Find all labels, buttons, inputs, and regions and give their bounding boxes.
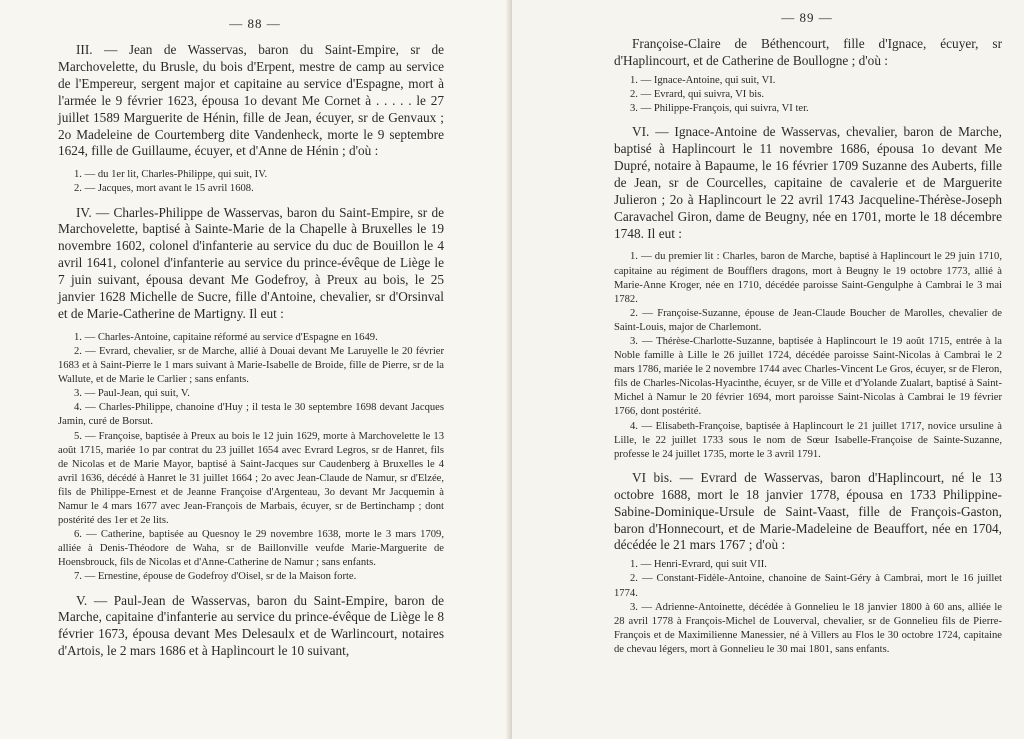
page-text xyxy=(614,36,1002,657)
paragraph-generation-iv: IV. — Charles-Philippe de Wasservas, baron du Saint-Empire, sr de Marchovelette, baptisé à Sainte-Marie de la Chapelle à Bruxelles le 19 novembre 1602, colonel d'infanterie au service du duc de Bouillon le 4 avril 1641, colonel d'infanterie au service du prince-évêque de Liège le 7 juin suivant, épousa devant Me Godefroy, à Preux au bois, le 25 janvier 1628 Michelle de Sucre, fille d'Antoine, chevalier, sr d'Orsinval et de Marie-Catherine de Martigny. Il eut : xyxy=(58,204,444,321)
paragraph-generation-vi-bis: VI bis. — Evrard de Wasservas, baron d'Haplincourt, né le 13 octobre 1688, mort le 18 janvier 1778, épousa en 1733 Philippine-Sabine-Dominique-Ursule de Saint-Vaast, fille de François-Gaston, baron d'Honnecourt, et de Marie-Madeleine de Beauffort, née en 1704, décédée le 21 mars 1767 ; d'où : xyxy=(614,469,1002,553)
list-item: 4. — Elisabeth-Françoise, baptisée à Haplincourt le 21 juillet 1717, novice ursuline à Lille, le 22 juillet 1733 sous le nom de Sœur Isabelle-Françoise de Sainte-Suzanne, professe le 24 juillet 1735, morte le 3 avril 1791. xyxy=(614,420,1002,460)
list-item: 2. — Evrard, chevalier, sr de Marche, allié à Douai devant Me Laruyelle le 20 février 1683 et à Saint-Pierre le 1 mars suivant à Marie-Isabelle de Broide, fille de Pierre, sr de la Wallute, et de Marie le Carlier ; sans enfants. xyxy=(58,345,444,386)
list-item: 1. — du 1er lit, Charles-Philippe, qui suit, IV. xyxy=(74,169,268,181)
paragraph-generation-v: V. — Paul-Jean de Wasservas, baron du Saint-Empire, baron de Marche, capitaine d'infanterie au service du prince-évêque de Liège le 8 février 1673, épousa devant Mes Delesaulx et de Warlincourt, notaires d'Artois, le 2 mars 1686 et à Haplincourt le 10 suivant, xyxy=(58,592,444,659)
list-item: 3. — Philippe-François, qui suivra, VI ter. xyxy=(630,103,809,114)
list-item: 7. — Ernestine, épouse de Godefroy d'Oisel, sr de la Maison forte. xyxy=(74,571,357,583)
list-item: 2. — Constant-Fidèle-Antoine, chanoine de Saint-Géry à Cambrai, mort le 16 juillet 1774. xyxy=(614,573,1002,599)
page-text xyxy=(58,42,444,660)
paragraph-continuation: Françoise-Claire de Béthencourt, fille d'Ignace, écuyer, sr d'Haplincourt, et de Catherine de Boullogne ; d'où : xyxy=(614,36,1002,68)
right-page xyxy=(512,0,1024,739)
list-item: 3. — Thérèse-Charlotte-Suzanne, baptisée à Haplincourt le 19 août 1715, entrée à la Noble famille à Lille le 26 juillet 1724, décédée paroisse Saint-Nicolas à Cambrai le 2 mars 1786, mariée le 2 novembre 1744 avec Charles-Vincent Le Gros, écuyer, sr de Fleron, fils de Charles-Nicolas-Hyacinthe, écuyer, sr de Ville et d'Yolande Zualart, baptisé à Saint-Michel à Namur le 20 février 1694, mort paroisse Saint-Nicolas à Cambrai le 19 février 1766, dont postérité. xyxy=(614,336,1002,418)
list-item: 1. — Ignace-Antoine, qui suit, VI. xyxy=(630,74,776,86)
list-item: 3. — Paul-Jean, qui suit, V. xyxy=(74,388,190,400)
list-item: 2. — Evrard, qui suivra, VI bis. xyxy=(630,88,764,100)
list-item: 5. — Françoise, baptisée à Preux au bois le 12 juin 1629, morte à Marchovelette le 13 août 1715, mariée 1o par contrat du 23 juillet 1654 avec Evrard Legros, sr de Hanret, fils de Nicolas et de Marie Mayor, baptisé à Saint-Jacques sur Caudenberg à Bruxelles le 4 avril 1636, décédé à Hanret le 31 juillet 1664 ; 2o avec Jean-Claude de Namur, sr d'Elzée, fils de Philippe-Ernest et de Jeanne Françoise d'Argenteau, 3o devant Mr Jacquemin à Namur le 4 mars 1677 avec Jean-François de Marbais, écuyer, sr de Bertinchamp ; dont postérité des 1er et 2e lits. xyxy=(58,430,444,527)
list-item: 6. — Catherine, baptisée au Quesnoy le 29 novembre 1638, morte le 3 mars 1709, alliée à Denis-Théodore de Waha, sr de Baillonville veufde Marie-Marguerite de Hoensbrouck, fils de Nicolas et d'Anne-Catherine de Namur ; sans enfants. xyxy=(58,529,444,569)
list-item: 4. — Charles-Philippe, chanoine d'Huy ; il testa le 30 septembre 1698 devant Jacques Jamin, curé de Borsut. xyxy=(58,402,444,428)
paragraph-generation-iii: III. — Jean de Wasservas, baron du Saint-Empire, sr de Marchovelette, du Brusle, du bois d'Erpent, mestre de camp au service de l'Empereur, sergent major et capitaine au service d'Espagne, mort à l'armée le 9 février 1623, épousa 1o devant Me Cornet à . . . . . le 27 juillet 1589 Marguerite de Hénin, fille de Jean, écuyer, sr de Genvaux ; 2o Madeleine de Courtemberg dite Vandenheck, morte le 9 septembre 1624, fille de Guillaume, écuyer, et d'Anne de Hénin ; d'où : xyxy=(58,42,444,159)
list-item: 1. — Charles-Antoine, capitaine réformé au service d'Espagne en 1649. xyxy=(74,331,378,343)
list-item: 2. — Françoise-Suzanne, épouse de Jean-Claude Boucher de Marolles, chevalier de Saint-Louis, major de Charlemont. xyxy=(614,307,1002,333)
paragraph-generation-vi: VI. — Ignace-Antoine de Wasservas, chevalier, baron de Marche, baptisé à Haplincourt le 11 novembre 1686, épousa 1o devant Me Dupré, notaire à Bapaume, le 16 février 1709 Suzanne des Auberts, fille de Jean, sr de Courcelles, capitaine de cavalerie et de Marguerite Julieron ; 2o à Haplincourt le 22 avril 1743 Jacqueline-Thérèse-Joseph Caravachel Giron, dame de Beugny, née en 1701, morte le 18 décembre 1748. Il eut : xyxy=(614,124,1002,241)
list-item: 1. — du premier lit : Charles, baron de Marche, baptisé à Haplincourt le 29 juin 1710, capitaine au régiment de Boufflers dragons, mort à Beugny le 19 octobre 1773, allié à Marie-Anne Kroger, née en 1710, décédée paroisse Saint-Gengulphe à Cambrai le 3 mai 1782. xyxy=(614,251,1002,305)
list-item: 3. — Adrienne-Antoinette, décédée à Gonnelieu le 18 janvier 1800 à 60 ans, alliée le 28 avril 1778 à François-Michel de Louverval, chevalier, sr de Gonnelieu fils de Pierre-François et de Maximilienne Manessier, né à Villers au Flos le 30 octobre 1724, capitaine de chevau légers, mort à Gonnelieu le 30 mai 1801, sans enfants. xyxy=(614,601,1002,655)
list-item: 2. — Jacques, mort avant le 15 avril 1608. xyxy=(74,183,254,195)
page-number: — 88 — xyxy=(229,16,281,31)
page-number: — 89 — xyxy=(781,10,833,25)
list-item: 1. — Henri-Evrard, qui suit VII. xyxy=(630,559,767,571)
